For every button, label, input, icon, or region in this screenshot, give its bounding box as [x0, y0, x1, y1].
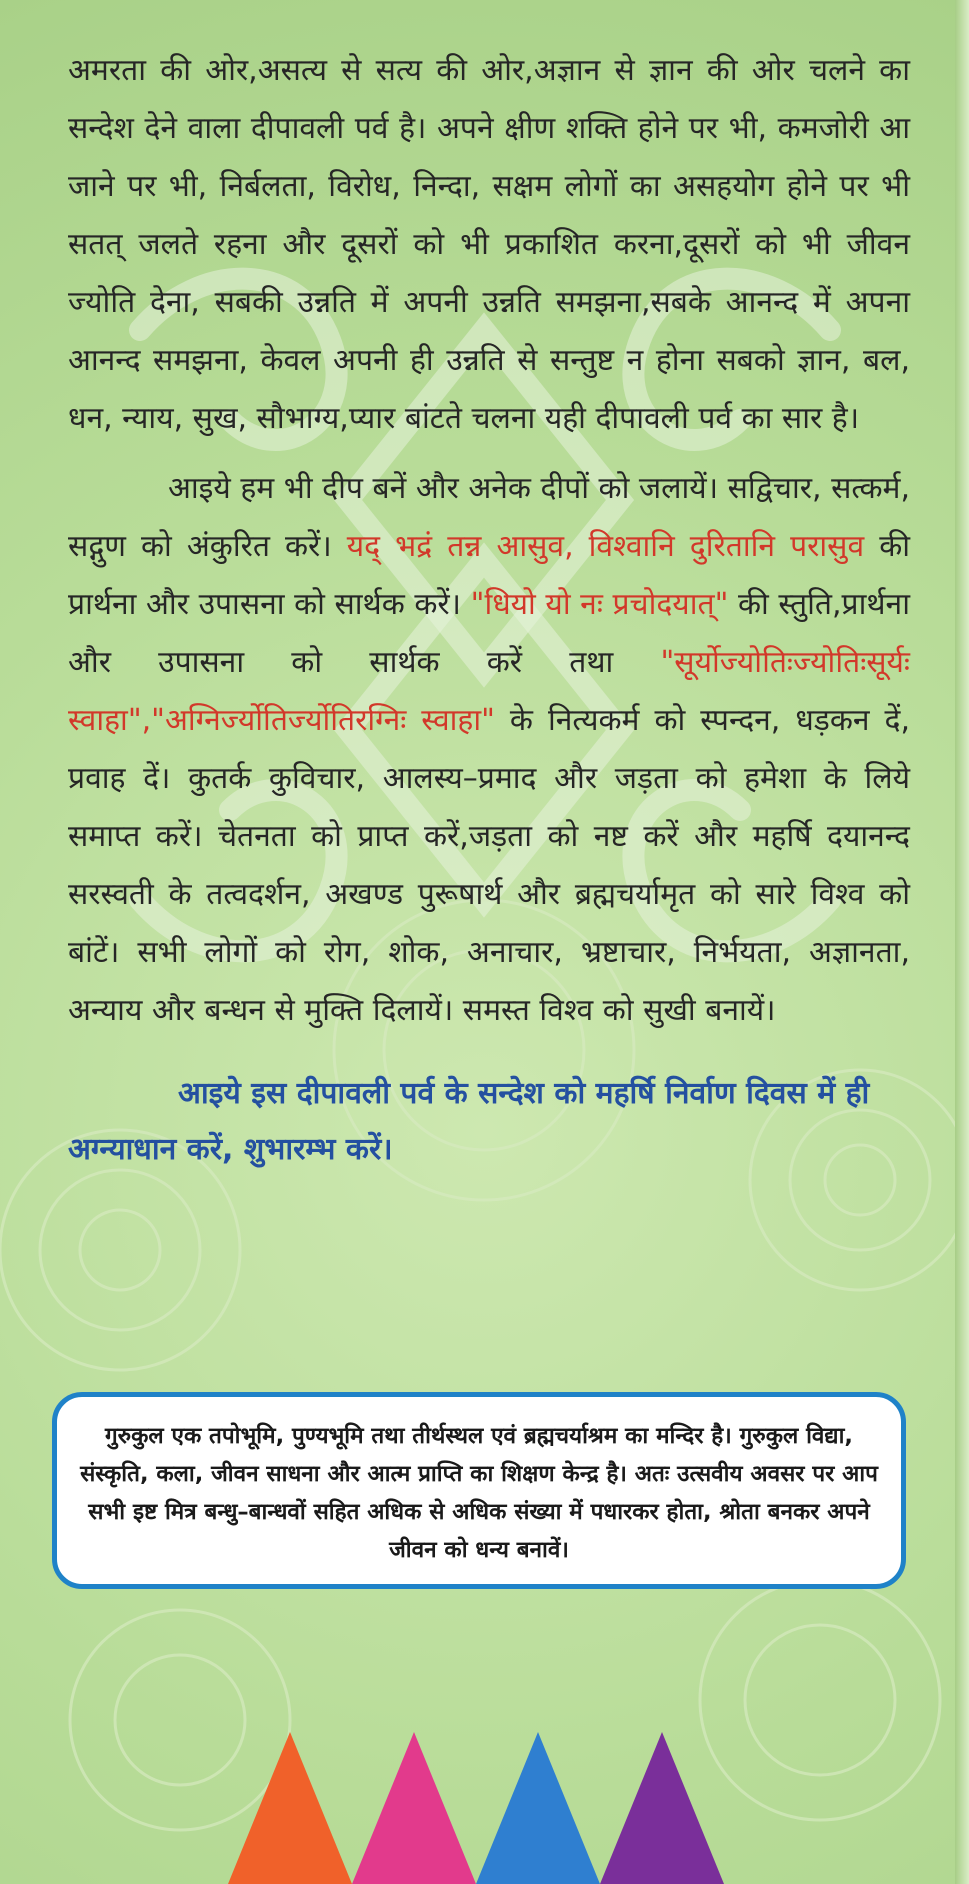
mantra-3: "सूर्योज्योतिःज्योतिःसूर्यः स्वाहा","अग्निर्ज्योतिर्ज्योतिरग्निः स्वाहा": [68, 645, 910, 738]
orange-triangle: [228, 1732, 352, 1884]
appeal-text-b: की प्रार्थना और उपासना को सार्थक करें।: [68, 529, 911, 622]
intro-paragraph: [68, 42, 910, 448]
mantra-2: "धियो यो नः प्रचोदयात्": [470, 587, 729, 622]
purple-triangle: [600, 1732, 724, 1884]
page-edge: [955, 0, 969, 1884]
main-text: [68, 42, 910, 1178]
intro-text: अमरता की ओर,असत्य से सत्य की ओर,अज्ञान से ज्ञान की ओर चलने का सन्देश देने वाला दीपावली पर्व है। अपने क्षीण शक्ति होने पर भी, कमजोरी आ जाने पर भी, निर्बलता, विरोध, निन्दा, सक्षम लोगों का असहयोग होने पर भी सतत् जलते रहना और दूसरों को भी प्रकाशित करना,दूसरों को भी जीवन ज्योति देना, सबकी उन्नति में अपनी उन्नति समझना,सबके आनन्द में अपना आनन्द समझना, केवल अपनी ही उन्नति से सन्तुष्ट न होना सबको ज्ञान, बल, धन, न्याय, सुख, सौभाग्य,प्यार बांटते चलना यही दीपावली पर्व का सार है।: [68, 53, 910, 436]
appeal-paragraph: [68, 460, 910, 1040]
appeal-text-a: आइये हम भी दीप बनें और अनेक दीपों को जलायें। सद्विचार, सत्कर्म, सद्गुण को अंकुरित करें।: [68, 471, 910, 564]
notice-box: [52, 1392, 906, 1589]
closing-paragraph: आइये इस दीपावली पर्व के सन्देश को महर्षि निर्वाण दिवस में ही अग्न्याधान करें, शुभारम्भ करें।: [68, 1076, 870, 1167]
blue-triangle: [476, 1732, 600, 1884]
appeal-text-d: के नित्यकर्म को स्पन्दन, धड़कन दें, प्रवाह दें। कुतर्क कुविचार, आलस्य–प्रमाद और जड़ता को हमेशा के लिये समाप्त करें। चेतनता को प्राप्त करें,जड़ता को नष्ट करें और महर्षि दयानन्द सरस्वती के तत्वदर्शन, अखण्ड पुरूषार्थ और ब्रह्मचर्यामृत को सारे विश्व को बांटें। सभी लोगों को रोग, शोक, अनाचार, भ्रष्टाचार, निर्भयता, अज्ञानता, अन्याय और बन्धन से मुक्ति दिलायें। समस्त विश्व को सुखी बनायें।: [68, 703, 910, 1028]
mantra-1: यद् भद्रं तन्न आसुव, विश्वानि दुरितानि परासुव: [346, 529, 865, 564]
notice-text: गुरुकुल एक तपोभूमि, पुण्यभूमि तथा तीर्थस्थल एवं ब्रह्मचर्याश्रम का मन्दिर है। गुरुकुल विद्या, संस्कृति, कला, जीवन साधना और आत्म प्राप्ति का शिक्षण केन्द्र है। अतः उत्सवीय अवसर पर आप सभी इष्ट मित्र बन्धु–बान्धवों सहित अधिक से अधिक संख्या में पधारकर होता, श्रोता बनकर अपने जीवन को धन्य बनावें।: [80, 1423, 878, 1563]
appeal-text-c: की स्तुति,प्रार्थना और उपासना को सार्थक करें तथा: [68, 587, 910, 680]
pink-triangle: [352, 1732, 476, 1884]
